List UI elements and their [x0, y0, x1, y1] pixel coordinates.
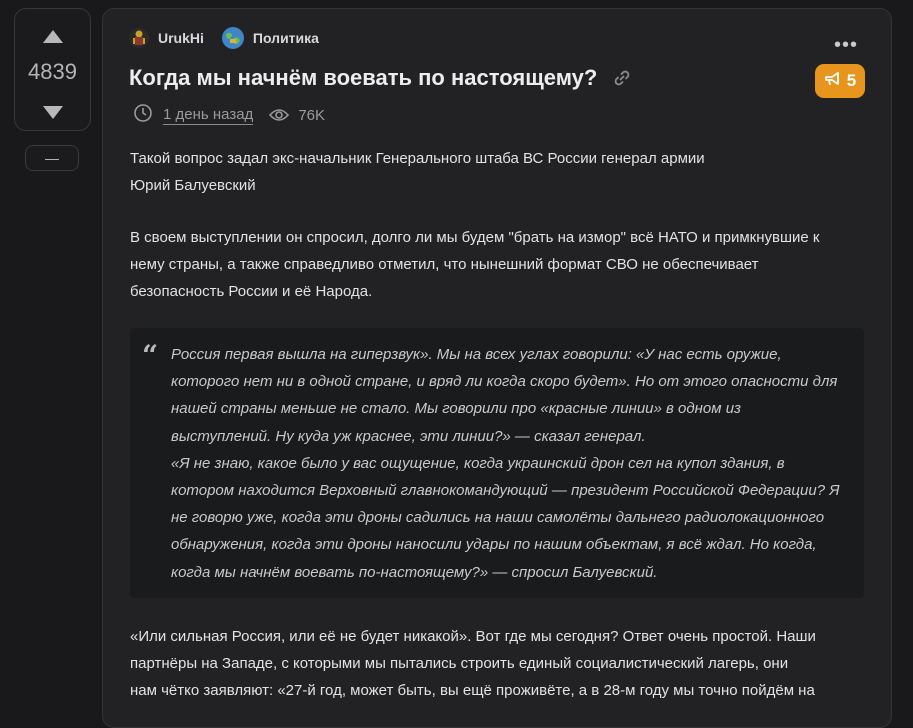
- vote-score: 4839: [28, 59, 77, 84]
- paragraph-line: нам чётко заявляют: «27-й год, может быть, вы ещё проживёте, а в 28-м году мы точно пойдём на: [130, 682, 815, 699]
- vote-panel: [14, 8, 91, 131]
- paragraph-2: [130, 224, 870, 305]
- quote-line: которого нет ни в одной стране, и вряд ли когда скоро будет». Но от этого опасности для: [171, 373, 838, 391]
- globe-icon[interactable]: [221, 26, 245, 50]
- figure-avatar-icon[interactable]: [129, 28, 149, 48]
- more-dots-icon[interactable]: •••: [833, 34, 858, 56]
- minus-button[interactable]: [25, 145, 79, 171]
- quote-text: [171, 341, 856, 586]
- paragraph-line: Юрий Балуевский: [130, 177, 256, 194]
- views-count: 76K: [298, 106, 326, 124]
- post-card: [102, 8, 892, 728]
- upvote-button[interactable]: [15, 21, 90, 51]
- quote-line: Россия первая вышла на гиперзвук». Мы на всех углах говорили: «У нас есть оружие,: [171, 346, 782, 363]
- minus-label: —: [45, 150, 59, 166]
- quote-line: котором находится Верховный главнокомандующий — президент Российской Федерации? Я: [171, 482, 840, 500]
- eye-icon: [269, 108, 289, 122]
- paragraph-1: [130, 145, 870, 199]
- upvote-arrow-icon: [43, 30, 63, 43]
- quote-line: когда мы начнём воевать по-настоящему?» — спросил Балуевский.: [171, 563, 658, 581]
- quote-line: обнаружения, когда эти дроны наносили удары по нашим объектам, я всё ждал. Но когда,: [171, 536, 817, 554]
- downvote-arrow-icon: [43, 106, 63, 119]
- community-name[interactable]: Политика: [252, 30, 319, 46]
- post-meta: [129, 27, 319, 49]
- quote-line: выступлений. Ну куда уж краснее, эти линии?» — сказал генерал.: [171, 427, 646, 445]
- downvote-button[interactable]: [15, 97, 90, 127]
- quote-line: не говорю уже, когда эти дроны садились на наши самолёты дальнего радиолокационного: [171, 509, 825, 527]
- megaphone-icon: [824, 71, 842, 92]
- promo-badge[interactable]: [815, 64, 865, 98]
- post-title: [129, 65, 631, 91]
- paragraph-line: нему страны, а также справедливо отметил, что нынешний формат СВО не обеспечивает: [130, 256, 759, 273]
- quote-line: «Я не знаю, какое было у вас ощущение, когда украинский дрон сел на купол здания, в: [171, 454, 785, 472]
- paragraph-line: В своем выступлении он спросил, долго ли мы будем "брать на измор" всё НАТО и примкнувшие к: [130, 229, 820, 246]
- paragraph-line: безопасность России и её Народа.: [130, 283, 373, 300]
- paragraph-3: [130, 623, 870, 704]
- badge-count: 5: [846, 71, 857, 90]
- paragraph-line: Такой вопрос задал экс-начальник Генерального штаба ВС России генерал армии: [130, 150, 705, 167]
- blockquote: [130, 328, 864, 598]
- clock-icon: [133, 103, 153, 127]
- paragraph-line: партнёры на Западе, с которыми мы пытались строить единый социалистический лагерь, они: [130, 655, 789, 672]
- post-time[interactable]: 1 день назад: [163, 105, 254, 123]
- paragraph-line: «Или сильная Россия, или её не будет никакой». Вот где мы сегодня? Ответ очень простой. Наши: [130, 628, 816, 645]
- post-title-text: Когда мы начнём воевать по настоящему?: [129, 65, 598, 90]
- quote-line: нашей страны меньше не стало. Мы говорили про «красные линии» в одном из: [171, 400, 742, 418]
- author-name[interactable]: UrukHi: [158, 30, 204, 46]
- quote-icon: “: [142, 339, 159, 372]
- post-info: [133, 103, 325, 127]
- link-icon[interactable]: [613, 69, 631, 87]
